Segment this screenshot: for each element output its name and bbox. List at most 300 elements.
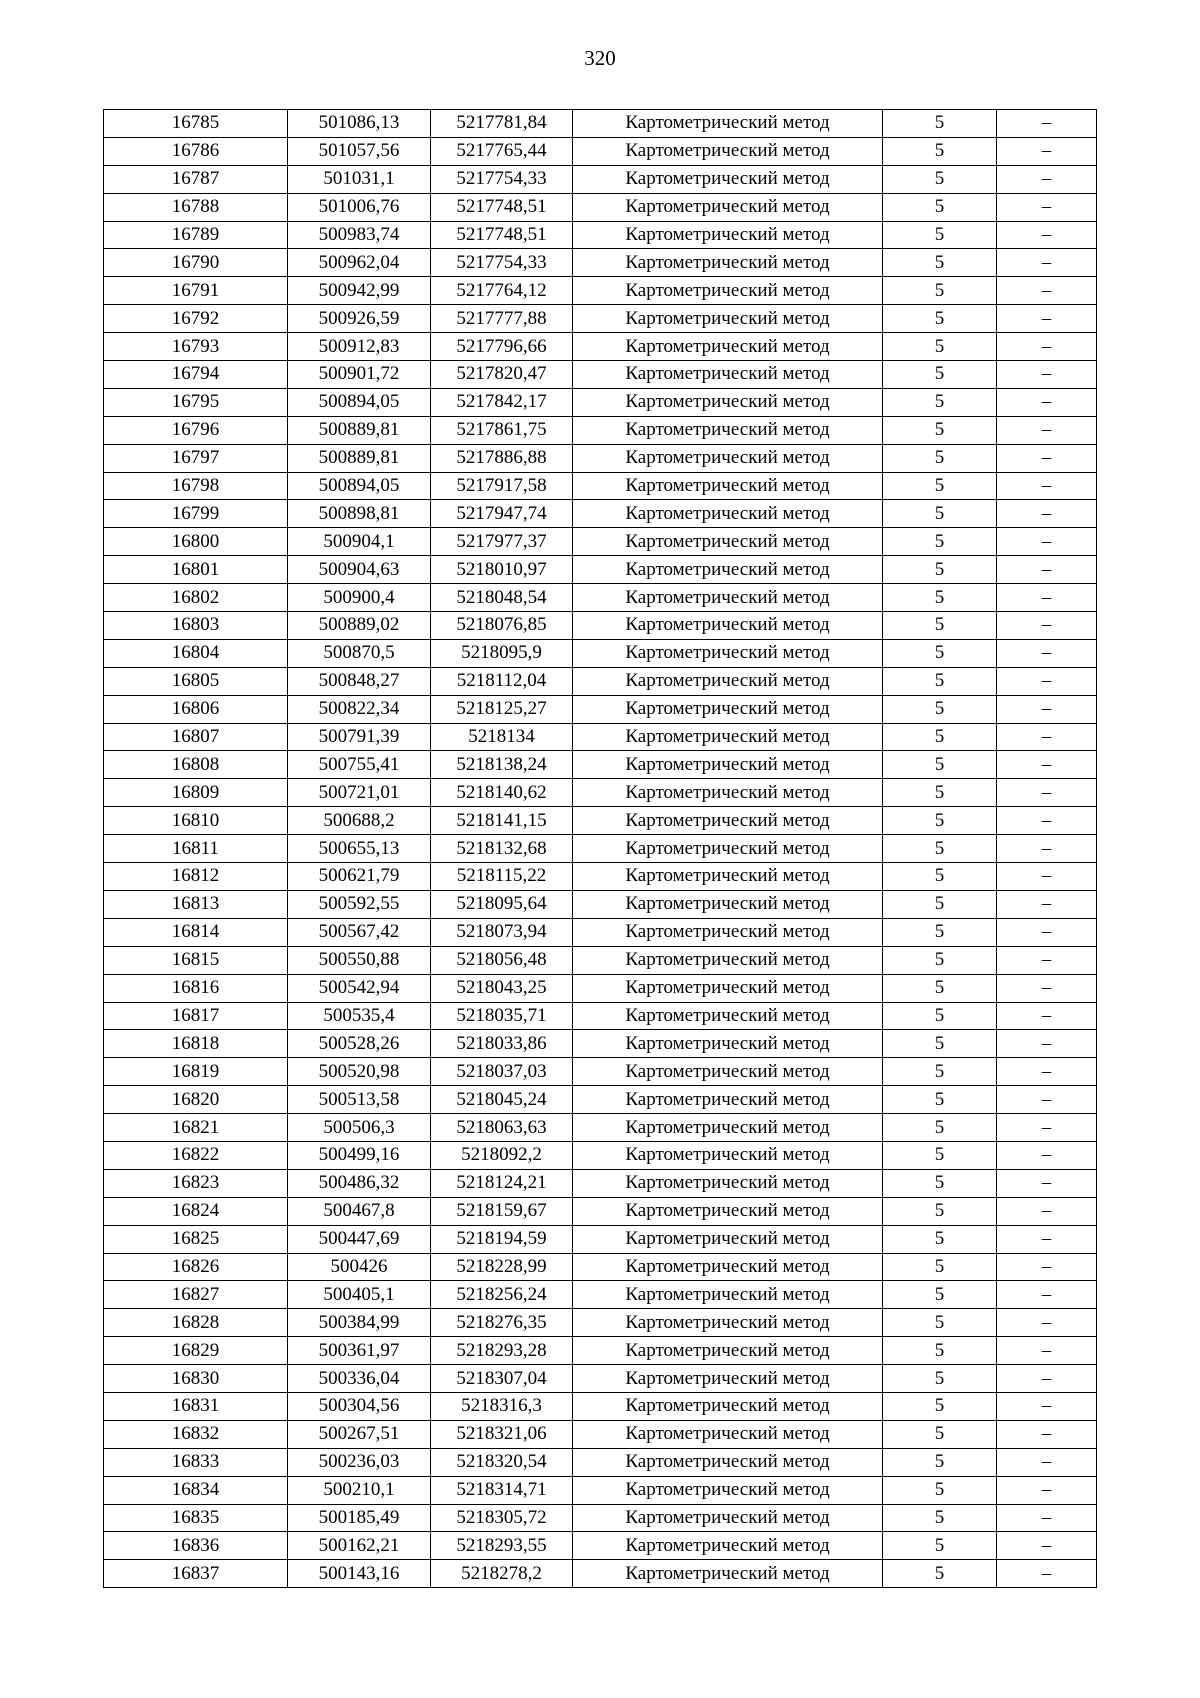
- accuracy-cell: 5: [883, 1337, 997, 1365]
- x-coordinate-cell: 501006,76: [288, 193, 431, 221]
- method-cell: Картометрический метод: [573, 946, 883, 974]
- point-number-cell: 16816: [104, 974, 288, 1002]
- x-coordinate-cell: 500384,99: [288, 1309, 431, 1337]
- y-coordinate-cell: 5218092,2: [431, 1141, 573, 1169]
- note-cell: –: [997, 1253, 1097, 1281]
- x-coordinate-cell: 500267,51: [288, 1420, 431, 1448]
- y-coordinate-cell: 5217947,74: [431, 500, 573, 528]
- y-coordinate-cell: 5217917,58: [431, 472, 573, 500]
- x-coordinate-cell: 500447,69: [288, 1225, 431, 1253]
- table-body: [104, 110, 1097, 1588]
- note-cell: –: [997, 1309, 1097, 1337]
- x-coordinate-cell: 500688,2: [288, 807, 431, 835]
- x-coordinate-cell: 501031,1: [288, 165, 431, 193]
- note-cell: –: [997, 1086, 1097, 1114]
- note-cell: –: [997, 221, 1097, 249]
- method-cell: Картометрический метод: [573, 444, 883, 472]
- table-row: [104, 1114, 1097, 1142]
- method-cell: Картометрический метод: [573, 1420, 883, 1448]
- y-coordinate-cell: 5218095,64: [431, 890, 573, 918]
- note-cell: –: [997, 1225, 1097, 1253]
- accuracy-cell: 5: [883, 137, 997, 165]
- note-cell: –: [997, 1337, 1097, 1365]
- point-number-cell: 16814: [104, 918, 288, 946]
- note-cell: –: [997, 779, 1097, 807]
- method-cell: Картометрический метод: [573, 277, 883, 305]
- note-cell: –: [997, 444, 1097, 472]
- x-coordinate-cell: 500592,55: [288, 890, 431, 918]
- x-coordinate-cell: 500550,88: [288, 946, 431, 974]
- x-coordinate-cell: 500361,97: [288, 1337, 431, 1365]
- y-coordinate-cell: 5218048,54: [431, 584, 573, 612]
- note-cell: –: [997, 723, 1097, 751]
- table-row: [104, 277, 1097, 305]
- y-coordinate-cell: 5217781,84: [431, 110, 573, 138]
- x-coordinate-cell: 500486,32: [288, 1169, 431, 1197]
- point-number-cell: 16818: [104, 1030, 288, 1058]
- point-number-cell: 16785: [104, 110, 288, 138]
- y-coordinate-cell: 5218125,27: [431, 695, 573, 723]
- method-cell: Картометрический метод: [573, 1086, 883, 1114]
- accuracy-cell: 5: [883, 1392, 997, 1420]
- accuracy-cell: 5: [883, 1365, 997, 1393]
- table-row: [104, 221, 1097, 249]
- note-cell: –: [997, 1448, 1097, 1476]
- accuracy-cell: 5: [883, 1532, 997, 1560]
- note-cell: –: [997, 1560, 1097, 1588]
- accuracy-cell: 5: [883, 333, 997, 361]
- x-coordinate-cell: 500405,1: [288, 1281, 431, 1309]
- note-cell: –: [997, 1532, 1097, 1560]
- point-number-cell: 16817: [104, 1002, 288, 1030]
- point-number-cell: 16830: [104, 1365, 288, 1393]
- method-cell: Картометрический метод: [573, 890, 883, 918]
- method-cell: Картометрический метод: [573, 1281, 883, 1309]
- method-cell: Картометрический метод: [573, 863, 883, 891]
- accuracy-cell: 5: [883, 305, 997, 333]
- note-cell: –: [997, 1141, 1097, 1169]
- accuracy-cell: 5: [883, 751, 997, 779]
- y-coordinate-cell: 5218228,99: [431, 1253, 573, 1281]
- note-cell: –: [997, 110, 1097, 138]
- x-coordinate-cell: 500889,81: [288, 416, 431, 444]
- method-cell: Картометрический метод: [573, 416, 883, 444]
- table-row: [104, 1253, 1097, 1281]
- table-row: [104, 1309, 1097, 1337]
- y-coordinate-cell: 5218112,04: [431, 667, 573, 695]
- accuracy-cell: 5: [883, 1086, 997, 1114]
- table-row: [104, 556, 1097, 584]
- method-cell: Картометрический метод: [573, 584, 883, 612]
- x-coordinate-cell: 500912,83: [288, 333, 431, 361]
- note-cell: –: [997, 1197, 1097, 1225]
- y-coordinate-cell: 5217764,12: [431, 277, 573, 305]
- table-row: [104, 1141, 1097, 1169]
- note-cell: –: [997, 277, 1097, 305]
- accuracy-cell: 5: [883, 110, 997, 138]
- accuracy-cell: 5: [883, 556, 997, 584]
- point-number-cell: 16804: [104, 639, 288, 667]
- y-coordinate-cell: 5218314,71: [431, 1476, 573, 1504]
- note-cell: –: [997, 500, 1097, 528]
- note-cell: –: [997, 1058, 1097, 1086]
- point-number-cell: 16833: [104, 1448, 288, 1476]
- table-row: [104, 1086, 1097, 1114]
- accuracy-cell: 5: [883, 835, 997, 863]
- method-cell: Картометрический метод: [573, 528, 883, 556]
- method-cell: Картометрический метод: [573, 137, 883, 165]
- note-cell: –: [997, 584, 1097, 612]
- table-row: [104, 1197, 1097, 1225]
- table-row: [104, 500, 1097, 528]
- accuracy-cell: 5: [883, 946, 997, 974]
- point-number-cell: 16821: [104, 1114, 288, 1142]
- y-coordinate-cell: 5218316,3: [431, 1392, 573, 1420]
- table-row: [104, 751, 1097, 779]
- point-number-cell: 16824: [104, 1197, 288, 1225]
- note-cell: –: [997, 639, 1097, 667]
- point-number-cell: 16823: [104, 1169, 288, 1197]
- y-coordinate-cell: 5218045,24: [431, 1086, 573, 1114]
- method-cell: Картометрический метод: [573, 779, 883, 807]
- point-number-cell: 16788: [104, 193, 288, 221]
- accuracy-cell: 5: [883, 779, 997, 807]
- table-row: [104, 695, 1097, 723]
- point-number-cell: 16796: [104, 416, 288, 444]
- y-coordinate-cell: 5218159,67: [431, 1197, 573, 1225]
- table-row: [104, 1532, 1097, 1560]
- accuracy-cell: 5: [883, 974, 997, 1002]
- x-coordinate-cell: 500185,49: [288, 1504, 431, 1532]
- point-number-cell: 16803: [104, 612, 288, 640]
- x-coordinate-cell: 500143,16: [288, 1560, 431, 1588]
- table-row: [104, 807, 1097, 835]
- x-coordinate-cell: 500162,21: [288, 1532, 431, 1560]
- point-number-cell: 16836: [104, 1532, 288, 1560]
- y-coordinate-cell: 5218073,94: [431, 918, 573, 946]
- method-cell: Картометрический метод: [573, 1504, 883, 1532]
- x-coordinate-cell: 500542,94: [288, 974, 431, 1002]
- note-cell: –: [997, 1030, 1097, 1058]
- table-row: [104, 946, 1097, 974]
- x-coordinate-cell: 500983,74: [288, 221, 431, 249]
- point-number-cell: 16826: [104, 1253, 288, 1281]
- x-coordinate-cell: 500567,42: [288, 918, 431, 946]
- note-cell: –: [997, 193, 1097, 221]
- accuracy-cell: 5: [883, 1002, 997, 1030]
- accuracy-cell: 5: [883, 1476, 997, 1504]
- x-coordinate-cell: 500904,1: [288, 528, 431, 556]
- accuracy-cell: 5: [883, 500, 997, 528]
- y-coordinate-cell: 5218035,71: [431, 1002, 573, 1030]
- table-row: [104, 388, 1097, 416]
- x-coordinate-cell: 500513,58: [288, 1086, 431, 1114]
- point-number-cell: 16811: [104, 835, 288, 863]
- method-cell: Картометрический метод: [573, 1225, 883, 1253]
- y-coordinate-cell: 5218278,2: [431, 1560, 573, 1588]
- method-cell: Картометрический метод: [573, 1309, 883, 1337]
- accuracy-cell: 5: [883, 584, 997, 612]
- y-coordinate-cell: 5218063,63: [431, 1114, 573, 1142]
- method-cell: Картометрический метод: [573, 807, 883, 835]
- note-cell: –: [997, 1169, 1097, 1197]
- x-coordinate-cell: 500755,41: [288, 751, 431, 779]
- table-row: [104, 1476, 1097, 1504]
- note-cell: –: [997, 1420, 1097, 1448]
- y-coordinate-cell: 5218293,55: [431, 1532, 573, 1560]
- table-row: [104, 974, 1097, 1002]
- method-cell: Картометрический метод: [573, 388, 883, 416]
- y-coordinate-cell: 5217748,51: [431, 221, 573, 249]
- note-cell: –: [997, 1504, 1097, 1532]
- x-coordinate-cell: 500898,81: [288, 500, 431, 528]
- table-row: [104, 863, 1097, 891]
- accuracy-cell: 5: [883, 1281, 997, 1309]
- x-coordinate-cell: 500467,8: [288, 1197, 431, 1225]
- accuracy-cell: 5: [883, 444, 997, 472]
- table-row: [104, 612, 1097, 640]
- accuracy-cell: 5: [883, 277, 997, 305]
- point-number-cell: 16794: [104, 361, 288, 389]
- accuracy-cell: 5: [883, 388, 997, 416]
- x-coordinate-cell: 501057,56: [288, 137, 431, 165]
- note-cell: –: [997, 416, 1097, 444]
- accuracy-cell: 5: [883, 1197, 997, 1225]
- x-coordinate-cell: 500848,27: [288, 667, 431, 695]
- method-cell: Картометрический метод: [573, 1197, 883, 1225]
- accuracy-cell: 5: [883, 1141, 997, 1169]
- x-coordinate-cell: 500894,05: [288, 388, 431, 416]
- table-row: [104, 779, 1097, 807]
- point-number-cell: 16828: [104, 1309, 288, 1337]
- table-row: [104, 918, 1097, 946]
- note-cell: –: [997, 1392, 1097, 1420]
- note-cell: –: [997, 333, 1097, 361]
- y-coordinate-cell: 5218194,59: [431, 1225, 573, 1253]
- note-cell: –: [997, 137, 1097, 165]
- y-coordinate-cell: 5217977,37: [431, 528, 573, 556]
- point-number-cell: 16827: [104, 1281, 288, 1309]
- accuracy-cell: 5: [883, 807, 997, 835]
- table-row: [104, 1365, 1097, 1393]
- point-number-cell: 16810: [104, 807, 288, 835]
- x-coordinate-cell: 500904,63: [288, 556, 431, 584]
- accuracy-cell: 5: [883, 193, 997, 221]
- method-cell: Картометрический метод: [573, 472, 883, 500]
- point-number-cell: 16793: [104, 333, 288, 361]
- accuracy-cell: 5: [883, 863, 997, 891]
- y-coordinate-cell: 5217754,33: [431, 249, 573, 277]
- y-coordinate-cell: 5218293,28: [431, 1337, 573, 1365]
- method-cell: Картометрический метод: [573, 249, 883, 277]
- method-cell: Картометрический метод: [573, 305, 883, 333]
- y-coordinate-cell: 5218043,25: [431, 974, 573, 1002]
- x-coordinate-cell: 500236,03: [288, 1448, 431, 1476]
- x-coordinate-cell: 500621,79: [288, 863, 431, 891]
- y-coordinate-cell: 5218076,85: [431, 612, 573, 640]
- table-row: [104, 137, 1097, 165]
- point-number-cell: 16837: [104, 1560, 288, 1588]
- y-coordinate-cell: 5217842,17: [431, 388, 573, 416]
- table-row: [104, 639, 1097, 667]
- method-cell: Картометрический метод: [573, 1141, 883, 1169]
- accuracy-cell: 5: [883, 416, 997, 444]
- point-number-cell: 16835: [104, 1504, 288, 1532]
- point-number-cell: 16800: [104, 528, 288, 556]
- x-coordinate-cell: 500791,39: [288, 723, 431, 751]
- table-row: [104, 110, 1097, 138]
- y-coordinate-cell: 5217820,47: [431, 361, 573, 389]
- method-cell: Картометрический метод: [573, 667, 883, 695]
- x-coordinate-cell: 500426: [288, 1253, 431, 1281]
- table-row: [104, 472, 1097, 500]
- accuracy-cell: 5: [883, 1420, 997, 1448]
- y-coordinate-cell: 5218320,54: [431, 1448, 573, 1476]
- x-coordinate-cell: 500535,4: [288, 1002, 431, 1030]
- point-number-cell: 16805: [104, 667, 288, 695]
- y-coordinate-cell: 5218010,97: [431, 556, 573, 584]
- x-coordinate-cell: 500962,04: [288, 249, 431, 277]
- method-cell: Картометрический метод: [573, 1058, 883, 1086]
- method-cell: Картометрический метод: [573, 1365, 883, 1393]
- note-cell: –: [997, 472, 1097, 500]
- table-row: [104, 723, 1097, 751]
- table-row: [104, 1448, 1097, 1476]
- method-cell: Картометрический метод: [573, 751, 883, 779]
- x-coordinate-cell: 500721,01: [288, 779, 431, 807]
- table-row: [104, 528, 1097, 556]
- table-row: [104, 890, 1097, 918]
- x-coordinate-cell: 500655,13: [288, 835, 431, 863]
- accuracy-cell: 5: [883, 667, 997, 695]
- accuracy-cell: 5: [883, 639, 997, 667]
- y-coordinate-cell: 5217748,51: [431, 193, 573, 221]
- note-cell: –: [997, 388, 1097, 416]
- note-cell: –: [997, 1002, 1097, 1030]
- note-cell: –: [997, 807, 1097, 835]
- method-cell: Картометрический метод: [573, 612, 883, 640]
- accuracy-cell: 5: [883, 695, 997, 723]
- accuracy-cell: 5: [883, 1114, 997, 1142]
- x-coordinate-cell: 500336,04: [288, 1365, 431, 1393]
- accuracy-cell: 5: [883, 890, 997, 918]
- point-number-cell: 16798: [104, 472, 288, 500]
- x-coordinate-cell: 501086,13: [288, 110, 431, 138]
- table-row: [104, 1002, 1097, 1030]
- point-number-cell: 16801: [104, 556, 288, 584]
- method-cell: Картометрический метод: [573, 1476, 883, 1504]
- accuracy-cell: 5: [883, 1309, 997, 1337]
- method-cell: Картометрический метод: [573, 1114, 883, 1142]
- coordinates-table: [103, 109, 1097, 1588]
- table-row: [104, 1030, 1097, 1058]
- point-number-cell: 16797: [104, 444, 288, 472]
- x-coordinate-cell: 500900,4: [288, 584, 431, 612]
- x-coordinate-cell: 500926,59: [288, 305, 431, 333]
- table-row: [104, 667, 1097, 695]
- note-cell: –: [997, 556, 1097, 584]
- y-coordinate-cell: 5217796,66: [431, 333, 573, 361]
- method-cell: Картометрический метод: [573, 1448, 883, 1476]
- point-number-cell: 16807: [104, 723, 288, 751]
- y-coordinate-cell: 5217754,33: [431, 165, 573, 193]
- x-coordinate-cell: 500506,3: [288, 1114, 431, 1142]
- note-cell: –: [997, 751, 1097, 779]
- accuracy-cell: 5: [883, 1058, 997, 1086]
- y-coordinate-cell: 5218307,04: [431, 1365, 573, 1393]
- point-number-cell: 16802: [104, 584, 288, 612]
- note-cell: –: [997, 165, 1097, 193]
- point-number-cell: 16819: [104, 1058, 288, 1086]
- accuracy-cell: 5: [883, 528, 997, 556]
- point-number-cell: 16806: [104, 695, 288, 723]
- y-coordinate-cell: 5218138,24: [431, 751, 573, 779]
- table-row: [104, 1169, 1097, 1197]
- x-coordinate-cell: 500889,02: [288, 612, 431, 640]
- x-coordinate-cell: 500304,56: [288, 1392, 431, 1420]
- accuracy-cell: 5: [883, 361, 997, 389]
- note-cell: –: [997, 1281, 1097, 1309]
- table-row: [104, 333, 1097, 361]
- table-row: [104, 193, 1097, 221]
- point-number-cell: 16829: [104, 1337, 288, 1365]
- x-coordinate-cell: 500894,05: [288, 472, 431, 500]
- note-cell: –: [997, 612, 1097, 640]
- accuracy-cell: 5: [883, 1225, 997, 1253]
- point-number-cell: 16808: [104, 751, 288, 779]
- accuracy-cell: 5: [883, 1169, 997, 1197]
- accuracy-cell: 5: [883, 612, 997, 640]
- x-coordinate-cell: 500889,81: [288, 444, 431, 472]
- x-coordinate-cell: 500870,5: [288, 639, 431, 667]
- y-coordinate-cell: 5217886,88: [431, 444, 573, 472]
- method-cell: Картометрический метод: [573, 556, 883, 584]
- method-cell: Картометрический метод: [573, 333, 883, 361]
- method-cell: Картометрический метод: [573, 918, 883, 946]
- y-coordinate-cell: 5217777,88: [431, 305, 573, 333]
- note-cell: –: [997, 695, 1097, 723]
- point-number-cell: 16809: [104, 779, 288, 807]
- point-number-cell: 16795: [104, 388, 288, 416]
- point-number-cell: 16792: [104, 305, 288, 333]
- y-coordinate-cell: 5218305,72: [431, 1504, 573, 1532]
- table-row: [104, 305, 1097, 333]
- method-cell: Картометрический метод: [573, 1030, 883, 1058]
- note-cell: –: [997, 667, 1097, 695]
- x-coordinate-cell: 500499,16: [288, 1141, 431, 1169]
- y-coordinate-cell: 5218256,24: [431, 1281, 573, 1309]
- method-cell: Картометрический метод: [573, 165, 883, 193]
- point-number-cell: 16820: [104, 1086, 288, 1114]
- table-row: [104, 361, 1097, 389]
- method-cell: Картометрический метод: [573, 1337, 883, 1365]
- y-coordinate-cell: 5218134: [431, 723, 573, 751]
- point-number-cell: 16813: [104, 890, 288, 918]
- accuracy-cell: 5: [883, 1448, 997, 1476]
- y-coordinate-cell: 5217765,44: [431, 137, 573, 165]
- table-row: [104, 444, 1097, 472]
- accuracy-cell: 5: [883, 918, 997, 946]
- y-coordinate-cell: 5218124,21: [431, 1169, 573, 1197]
- accuracy-cell: 5: [883, 1504, 997, 1532]
- note-cell: –: [997, 1476, 1097, 1504]
- y-coordinate-cell: 5218033,86: [431, 1030, 573, 1058]
- point-number-cell: 16834: [104, 1476, 288, 1504]
- x-coordinate-cell: 500520,98: [288, 1058, 431, 1086]
- point-number-cell: 16831: [104, 1392, 288, 1420]
- note-cell: –: [997, 1365, 1097, 1393]
- y-coordinate-cell: 5218140,62: [431, 779, 573, 807]
